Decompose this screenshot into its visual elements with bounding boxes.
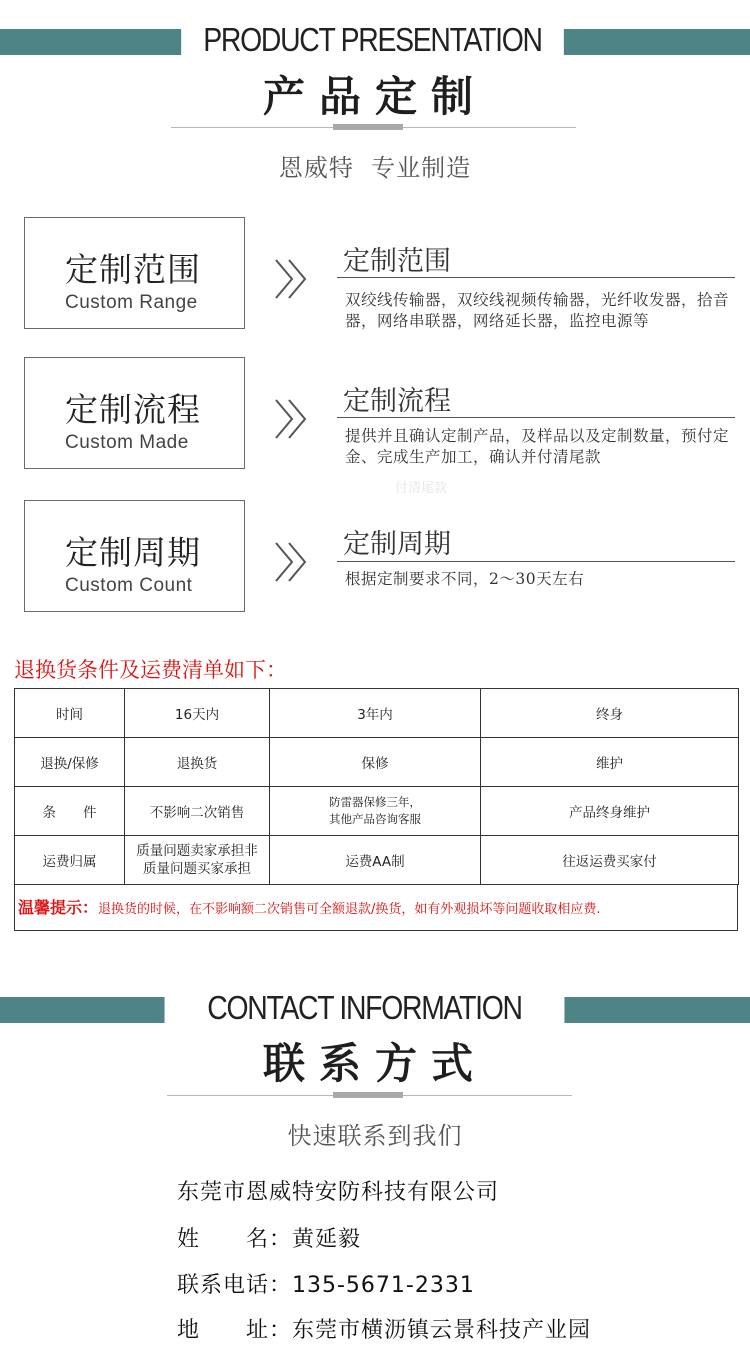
- section-box-range: [24, 217, 245, 329]
- title-rule-accent: [333, 124, 403, 130]
- table-row: [15, 738, 739, 787]
- notice: [14, 885, 738, 931]
- title-rule-accent: [333, 1092, 403, 1098]
- table-cell: 维护: [481, 738, 739, 787]
- section-body-count: 根据定制要求不同，2～30天左右: [345, 570, 585, 588]
- banner-bar-left: [0, 29, 205, 55]
- section-heading-count: 定制周期: [343, 529, 451, 560]
- section-box-cn: 定制范围: [65, 250, 201, 289]
- table-cell: 防雷器保修三年， 其他产品咨询客服: [270, 787, 481, 836]
- section-heading-made: 定制流程: [343, 386, 451, 417]
- table-cell: 保修: [270, 738, 481, 787]
- contact-address: 地 址：东莞市横沥镇云景科技产业园: [177, 1318, 592, 1343]
- table-cell: 质量问题卖家承担非 质量问题买家承担: [125, 836, 270, 885]
- section-heading-range: 定制范围: [343, 246, 451, 277]
- returns-heading: 退换货条件及运费清单如下：: [14, 658, 287, 682]
- contact-banner: [0, 988, 750, 1028]
- double-chevron-right-icon: [272, 394, 312, 444]
- banner-title: PRODUCT PRESENTATION: [181, 20, 564, 60]
- product-subtitle: 恩威特 专业制造: [278, 154, 472, 182]
- table-cell: 不影响二次销售: [125, 787, 270, 836]
- table-cell: 3年内: [270, 689, 481, 738]
- section-box-en: Custom Range: [65, 292, 198, 313]
- double-chevron-right-icon: [272, 537, 312, 587]
- section-rule: [337, 277, 735, 278]
- notice-label: 温馨提示：: [18, 898, 99, 917]
- section-box-en: Custom Made: [65, 432, 189, 453]
- table-cell: 终身: [481, 689, 739, 738]
- section-box-cn: 定制流程: [65, 390, 201, 429]
- section-rule: [337, 417, 735, 418]
- table-cell: 运费AA制: [270, 836, 481, 885]
- double-chevron-right-icon: [272, 254, 312, 304]
- contact-name: 姓 名：黄延毅: [177, 1227, 362, 1252]
- section-box-en: Custom Count: [65, 575, 193, 596]
- table-row: [15, 787, 739, 836]
- table-cell: 条 件: [15, 787, 125, 836]
- returns-table: [14, 688, 739, 885]
- table-cell: 产品终身维护: [481, 787, 739, 836]
- section-box-cn: 定制周期: [65, 533, 201, 572]
- table-row: [15, 689, 739, 738]
- section-body-range: 双绞线传输器，双绞线视频传输器，光纤收发器，拾音器，网络串联器，网络延长器，监控电源等: [345, 291, 730, 330]
- notice-text: 退换货的时候，在不影响额二次销售可全额退款/换货，如有外观损坏等问题收取相应费.: [98, 902, 601, 917]
- table-cell: 16天内: [125, 689, 270, 738]
- table-cell: 运费归属: [15, 836, 125, 885]
- section-box-count: [24, 500, 245, 612]
- section-box-made: [24, 357, 245, 469]
- contact-subtitle: 快速联系到我们: [287, 1122, 463, 1150]
- section-rule: [337, 561, 735, 562]
- product-title: 产品定制: [262, 72, 487, 121]
- banner-title: CONTACT INFORMATION: [165, 988, 565, 1028]
- contact-title: 联系方式: [262, 1039, 487, 1088]
- section-body-made: 提供并且确认定制产品，及样品以及定制数量，预付定金、完成生产加工，确认并付清尾款: [345, 427, 730, 466]
- table-cell: 往返运费买家付: [481, 836, 739, 885]
- ghost-text: 付清尾款: [395, 481, 448, 496]
- table-cell: 时间: [15, 689, 125, 738]
- table-row: [15, 836, 739, 885]
- product-banner: [0, 20, 750, 60]
- company-name: 东莞市恩威特安防科技有限公司: [177, 1180, 500, 1205]
- banner-bar-right: [537, 29, 750, 55]
- contact-phone: 联系电话：135-5671-2331: [177, 1273, 475, 1298]
- table-cell: 退换/保修: [15, 738, 125, 787]
- table-cell: 退换货: [125, 738, 270, 787]
